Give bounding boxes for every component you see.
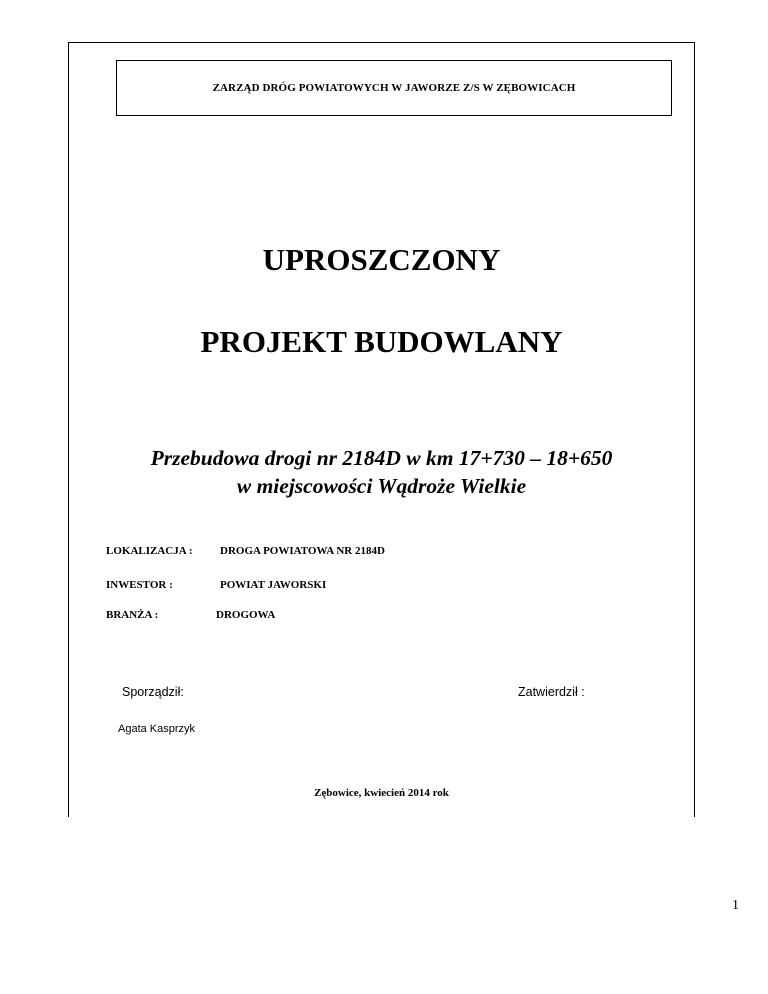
branch-value: DROGOWA <box>216 609 276 621</box>
branch-label: BRANŻA : <box>106 609 159 621</box>
investor-value: POWIAT JAWORSKI <box>220 579 327 591</box>
author-name: Agata Kasprzyk <box>118 723 196 735</box>
prepared-by-label: Sporządził: <box>122 685 184 699</box>
project-subtitle-line1: Przebudowa drogi nr 2184D w km 17+730 – 18+650 <box>150 446 613 470</box>
place-and-date: Zębowice, kwiecień 2014 rok <box>314 787 449 799</box>
organization-name: ZARZĄD DRÓG POWIATOWYCH W JAWORZE Z/S W ZĘBOWICACH <box>212 82 576 94</box>
document-title-line2: PROJEKT BUDOWLANY <box>200 324 563 359</box>
page-frame <box>68 42 695 817</box>
location-label: LOKALIZACJA : <box>106 545 193 557</box>
organization-header-box <box>116 60 672 116</box>
location-value: DROGA POWIATOWA NR 2184D <box>220 545 385 557</box>
document-title-line1: UPROSZCZONY <box>262 242 501 277</box>
page-number: 1 <box>732 898 739 913</box>
project-subtitle-line2: w miejscowości Wądroże Wielkie <box>236 474 527 498</box>
approved-by-label: Zatwierdził : <box>518 685 585 699</box>
investor-label: INWESTOR : <box>106 579 173 591</box>
